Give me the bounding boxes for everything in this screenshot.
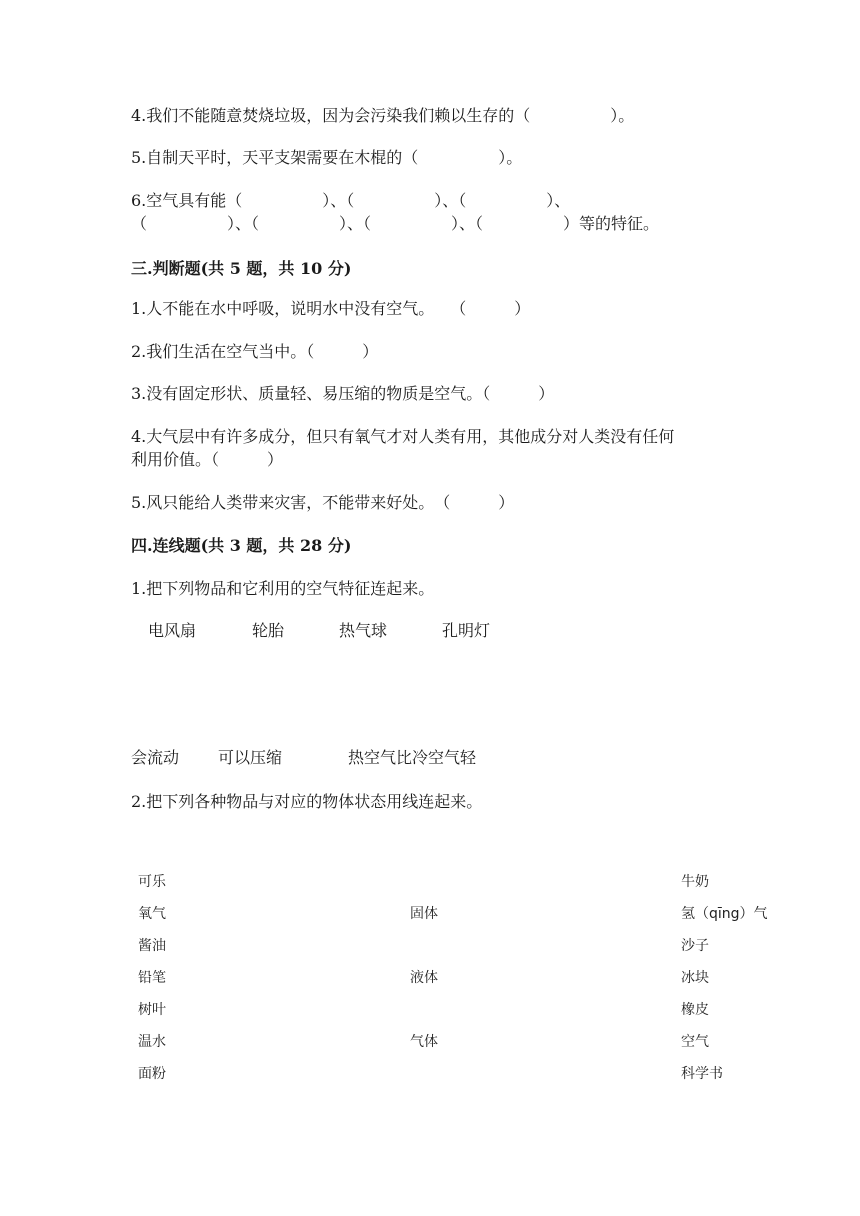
- left-item-leaf: 树叶: [138, 1002, 166, 1018]
- feature-hot-air-lighter: 热空气比冷空气轻: [348, 748, 477, 767]
- fill-blank-5: 5.自制天平时，天平支架需要在木棍的（ ）。: [131, 148, 523, 167]
- state-gas: 气体: [410, 1034, 438, 1050]
- right-item-milk: 牛奶: [681, 874, 709, 890]
- left-item-oxygen: 氧气: [138, 906, 166, 922]
- right-item-hydrogen: 氢（qīng）气: [681, 906, 768, 922]
- item-kongming-lantern: 孔明灯: [442, 621, 491, 640]
- judge-item-2: 2.我们生活在空气当中。（ ）: [131, 342, 379, 361]
- match-q1-prompt: 1.把下列物品和它利用的空气特征连起来。: [131, 579, 435, 598]
- judge-item-3: 3.没有固定形状、质量轻、易压缩的物质是空气。（ ）: [131, 384, 555, 403]
- left-item-flour: 面粉: [138, 1066, 166, 1082]
- section3-heading: 三.判断题(共 5 题，共 10 分): [131, 259, 352, 278]
- match-q2-prompt: 2.把下列各种物品与对应的物体状态用线连起来。: [131, 792, 483, 811]
- item-electric-fan: 电风扇: [148, 621, 197, 640]
- section4-heading: 四.连线题(共 3 题，共 28 分): [131, 536, 352, 555]
- fill-blank-4: 4.我们不能随意焚烧垃圾，因为会污染我们赖以生存的（ ）。: [131, 106, 635, 125]
- right-item-ice: 冰块: [681, 970, 709, 986]
- judge-item-5: 5.风只能给人类带来灾害，不能带来好处。 （ ）: [131, 493, 515, 512]
- fill-blank-6-line1: 6.空气具有能（ ）、（ ）、（ ）、: [131, 191, 571, 210]
- judge-item-1: 1.人不能在水中呼吸，说明水中没有空气。 （ ）: [131, 299, 531, 318]
- judge-item-4-line2: 利用价值。（ ）: [131, 450, 284, 469]
- left-item-soy-sauce: 酱油: [138, 938, 166, 954]
- state-solid: 固体: [410, 906, 438, 922]
- judge-item-4-line1: 4.大气层中有许多成分，但只有氧气才对人类有用，其他成分对人类没有任何: [131, 427, 675, 446]
- item-tire: 轮胎: [252, 621, 285, 640]
- right-item-eraser: 橡皮: [681, 1002, 709, 1018]
- left-item-pencil: 铅笔: [138, 970, 166, 986]
- state-liquid: 液体: [410, 970, 438, 986]
- item-hot-air-balloon: 热气球: [339, 621, 388, 640]
- left-item-warm-water: 温水: [138, 1034, 166, 1050]
- left-item-cola: 可乐: [138, 874, 166, 890]
- feature-flows: 会流动: [131, 748, 180, 767]
- right-item-sand: 沙子: [681, 938, 709, 954]
- feature-compressible: 可以压缩: [218, 748, 283, 767]
- right-item-science-book: 科学书: [681, 1066, 723, 1082]
- fill-blank-6-line2: （ ）、（ ）、（ ）、（ ）等的特征。: [131, 214, 660, 233]
- right-item-air: 空气: [681, 1034, 709, 1050]
